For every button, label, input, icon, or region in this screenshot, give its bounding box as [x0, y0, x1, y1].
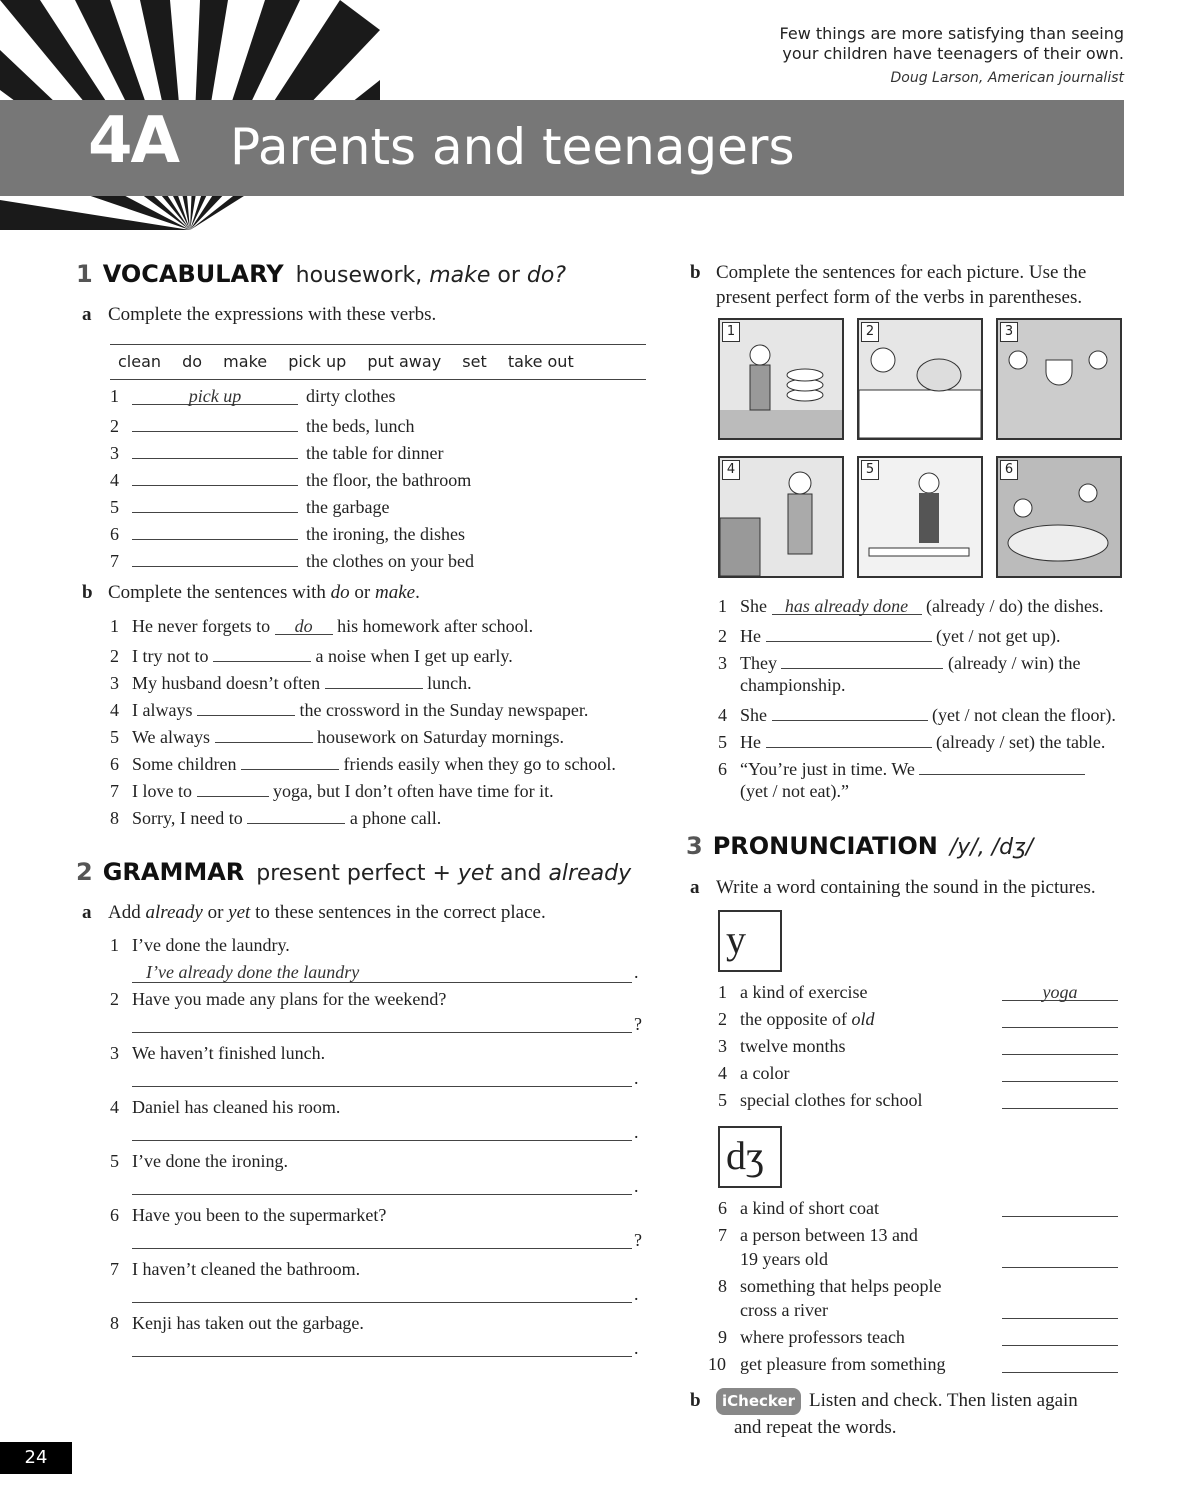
- end-punct: .: [634, 1122, 639, 1142]
- list-item: 3 They (already / win) the: [718, 650, 1080, 674]
- quote-line-2: your children have teenagers of their own.: [782, 44, 1124, 63]
- list-item: 4 She (yet / not clean the floor).: [718, 702, 1116, 726]
- answer-field[interactable]: pick up: [132, 386, 298, 405]
- answer-field[interactable]: [197, 697, 295, 716]
- page-number: 24: [0, 1442, 72, 1474]
- list-item: 3 My husband doesn’t often lunch.: [110, 670, 472, 694]
- list-item: 1 a kind of exercise: [718, 982, 868, 1002]
- answer-line[interactable]: I’ve already done the laundry: [146, 962, 360, 982]
- answer-field[interactable]: [772, 702, 928, 721]
- answer-field[interactable]: [766, 729, 932, 748]
- exercise-2a-instruction: a Add already or yet to these sentences in the correct place.: [82, 902, 546, 923]
- list-item: 7 the clothes on your bed: [110, 548, 474, 572]
- end-punct: .: [634, 1338, 639, 1358]
- list-item: 5 We always housework on Saturday mornings.: [110, 724, 564, 748]
- list-item: 7 I love to yoga, but I don’t often have time for it.: [110, 778, 554, 802]
- list-item: 2 Have you made any plans for the weekend?: [110, 989, 447, 1009]
- word: put away: [367, 352, 442, 371]
- picture-3: 3: [996, 318, 1122, 440]
- section-number: 1: [76, 260, 93, 288]
- list-item: 4 a color: [718, 1063, 790, 1083]
- list-item-continuation: cross a river: [740, 1300, 828, 1320]
- sound-symbol: dʒ: [726, 1133, 764, 1178]
- answer-field[interactable]: [1002, 1249, 1118, 1273]
- answer-field[interactable]: [132, 440, 298, 459]
- section-subtitle: present perfect + yet and already: [256, 861, 632, 886]
- end-punct: .: [634, 962, 639, 982]
- answer-field[interactable]: [197, 778, 269, 797]
- picture-6: 6: [996, 456, 1122, 578]
- answer-field[interactable]: [1002, 1300, 1118, 1324]
- list-item: 5 special clothes for school: [718, 1090, 923, 1110]
- list-item: 4 I always the crossword in the Sunday newspaper.: [110, 697, 588, 721]
- section-title: PRONUNCIATION: [712, 832, 938, 860]
- picture-4: 4: [718, 456, 844, 578]
- list-item: 6 a kind of short coat: [718, 1198, 879, 1218]
- list-item: 5 the garbage: [110, 494, 389, 518]
- exercise-1b-instruction: b Complete the sentences with do or make.: [82, 582, 420, 603]
- list-item: 9 where professors teach: [718, 1327, 905, 1347]
- answer-underline[interactable]: [132, 1032, 632, 1033]
- answer-field[interactable]: [132, 548, 298, 567]
- list-item: 5 I’ve done the ironing.: [110, 1151, 288, 1171]
- word: do: [182, 352, 203, 371]
- end-punct: .: [634, 1284, 639, 1304]
- list-item: 8 something that helps people: [718, 1276, 942, 1296]
- answer-field[interactable]: do: [275, 616, 333, 635]
- answer-field[interactable]: [1002, 1009, 1118, 1033]
- list-item: 4 the floor, the bathroom: [110, 467, 471, 491]
- list-item: 8 Sorry, I need to a phone call.: [110, 805, 441, 829]
- answer-field[interactable]: [215, 724, 313, 743]
- answer-field[interactable]: [1002, 1090, 1118, 1114]
- list-item: 4 Daniel has cleaned his room.: [110, 1097, 341, 1117]
- answer-underline[interactable]: [132, 1356, 632, 1357]
- picture-1: 1: [718, 318, 844, 440]
- list-item: 7 I haven’t cleaned the bathroom.: [110, 1259, 361, 1279]
- answer-field[interactable]: [132, 494, 298, 513]
- answer-field[interactable]: [919, 756, 1085, 775]
- answer-field[interactable]: [781, 650, 943, 669]
- ichecker-badge[interactable]: iChecker: [716, 1388, 801, 1415]
- section-2-heading: [76, 858, 631, 886]
- answer-field[interactable]: [132, 467, 298, 486]
- exercise-2b-instruction: b Complete the sentences for each picture. Use the present perfect form of the verbs in parentheses.: [690, 262, 1087, 308]
- answer-underline: [132, 982, 632, 983]
- section-subtitle: /y/, /dʒ/: [949, 835, 1034, 860]
- sound-dz-picture: [718, 1126, 782, 1188]
- answer-underline[interactable]: [132, 1140, 632, 1141]
- list-item: 1 I’ve done the laundry.: [110, 935, 290, 955]
- list-item-continuation: 19 years old: [740, 1249, 828, 1269]
- list-item: 10 get pleasure from something: [708, 1354, 946, 1374]
- answer-field[interactable]: yoga: [1002, 982, 1118, 1003]
- answer-field[interactable]: [132, 521, 298, 540]
- word: set: [462, 352, 487, 371]
- list-item: 2 He (yet / not get up).: [718, 623, 1060, 647]
- list-item: 3 the table for dinner: [110, 440, 443, 464]
- quote: [780, 24, 1124, 86]
- sound-y-picture: [718, 910, 782, 972]
- end-punct: .: [634, 1176, 639, 1196]
- word: make: [223, 352, 268, 371]
- end-punct: ?: [634, 1014, 642, 1034]
- answer-field[interactable]: [325, 670, 423, 689]
- list-item: 1 She has already done (already / do) the dishes.: [718, 596, 1104, 616]
- section-title: VOCABULARY: [102, 260, 284, 288]
- answer-field[interactable]: [132, 413, 298, 432]
- answer-field[interactable]: [1002, 1354, 1118, 1378]
- list-item-continuation: (yet / not eat).”: [740, 781, 849, 801]
- section-title: GRAMMAR: [102, 858, 245, 886]
- answer-underline[interactable]: [132, 1248, 632, 1249]
- word-box: [110, 344, 646, 380]
- word: clean: [118, 352, 162, 371]
- list-item: 5 He (already / set) the table.: [718, 729, 1105, 753]
- list-item: 3 twelve months: [718, 1036, 846, 1056]
- list-item: 7 a person between 13 and: [718, 1225, 918, 1245]
- exercise-1a-instruction: a Complete the expressions with these verbs.: [82, 304, 437, 325]
- answer-field[interactable]: [1002, 1198, 1118, 1222]
- sound-symbol: y: [726, 917, 746, 962]
- list-item: 6 Some children friends easily when they go to school.: [110, 751, 616, 775]
- end-punct: .: [634, 1068, 639, 1088]
- answer-field[interactable]: [1002, 1063, 1118, 1087]
- section-number: 3: [686, 832, 703, 860]
- unit-number: 4A: [88, 104, 179, 178]
- answer-field[interactable]: [241, 751, 339, 770]
- answer-underline[interactable]: [132, 1086, 632, 1087]
- section-subtitle: housework, make or do?: [295, 263, 567, 288]
- picture-2: 2: [857, 318, 983, 440]
- list-item: 6 the ironing, the dishes: [110, 521, 465, 545]
- answer-field[interactable]: [766, 623, 932, 642]
- quote-line-1: Few things are more satisfying than seeing: [779, 24, 1124, 43]
- word: take out: [507, 352, 574, 371]
- list-item: 6 Have you been to the supermarket?: [110, 1205, 387, 1225]
- answer-underline[interactable]: [132, 1194, 632, 1195]
- answer-field[interactable]: [1002, 1036, 1118, 1060]
- list-item: 2 I try not to a noise when I get up early.: [110, 643, 513, 667]
- answer-field[interactable]: [1002, 1327, 1118, 1351]
- list-item: 3 We haven’t finished lunch.: [110, 1043, 326, 1063]
- exercise-3b-instruction: b iChecker Listen and check. Then listen again and repeat the words.: [690, 1390, 1078, 1438]
- section-number: 2: [76, 858, 93, 886]
- list-item: 1 pick up dirty clothes: [110, 386, 396, 406]
- answer-underline[interactable]: [132, 1302, 632, 1303]
- list-item: 8 Kenji has taken out the garbage.: [110, 1313, 364, 1333]
- list-item: 1 He never forgets to do his homework after school.: [110, 616, 534, 636]
- answer-field[interactable]: has already done: [772, 596, 922, 615]
- list-item-continuation: championship.: [740, 675, 846, 695]
- quote-author: Doug Larson, American journalist: [890, 70, 1124, 86]
- answer-field[interactable]: [247, 805, 345, 824]
- unit-title: Parents and teenagers: [230, 118, 795, 176]
- section-1-heading: [76, 260, 566, 288]
- word: pick up: [288, 352, 347, 371]
- end-punct: ?: [634, 1230, 642, 1250]
- list-item: 2 the beds, lunch: [110, 413, 414, 437]
- section-3-heading: [686, 832, 1033, 860]
- exercise-3a-instruction: a Write a word containing the sound in the pictures.: [690, 877, 1096, 898]
- list-item: 2 the opposite of old: [718, 1009, 875, 1029]
- answer-field[interactable]: [213, 643, 311, 662]
- list-item: 6 “You’re just in time. We: [718, 756, 1085, 780]
- picture-5: 5: [857, 456, 983, 578]
